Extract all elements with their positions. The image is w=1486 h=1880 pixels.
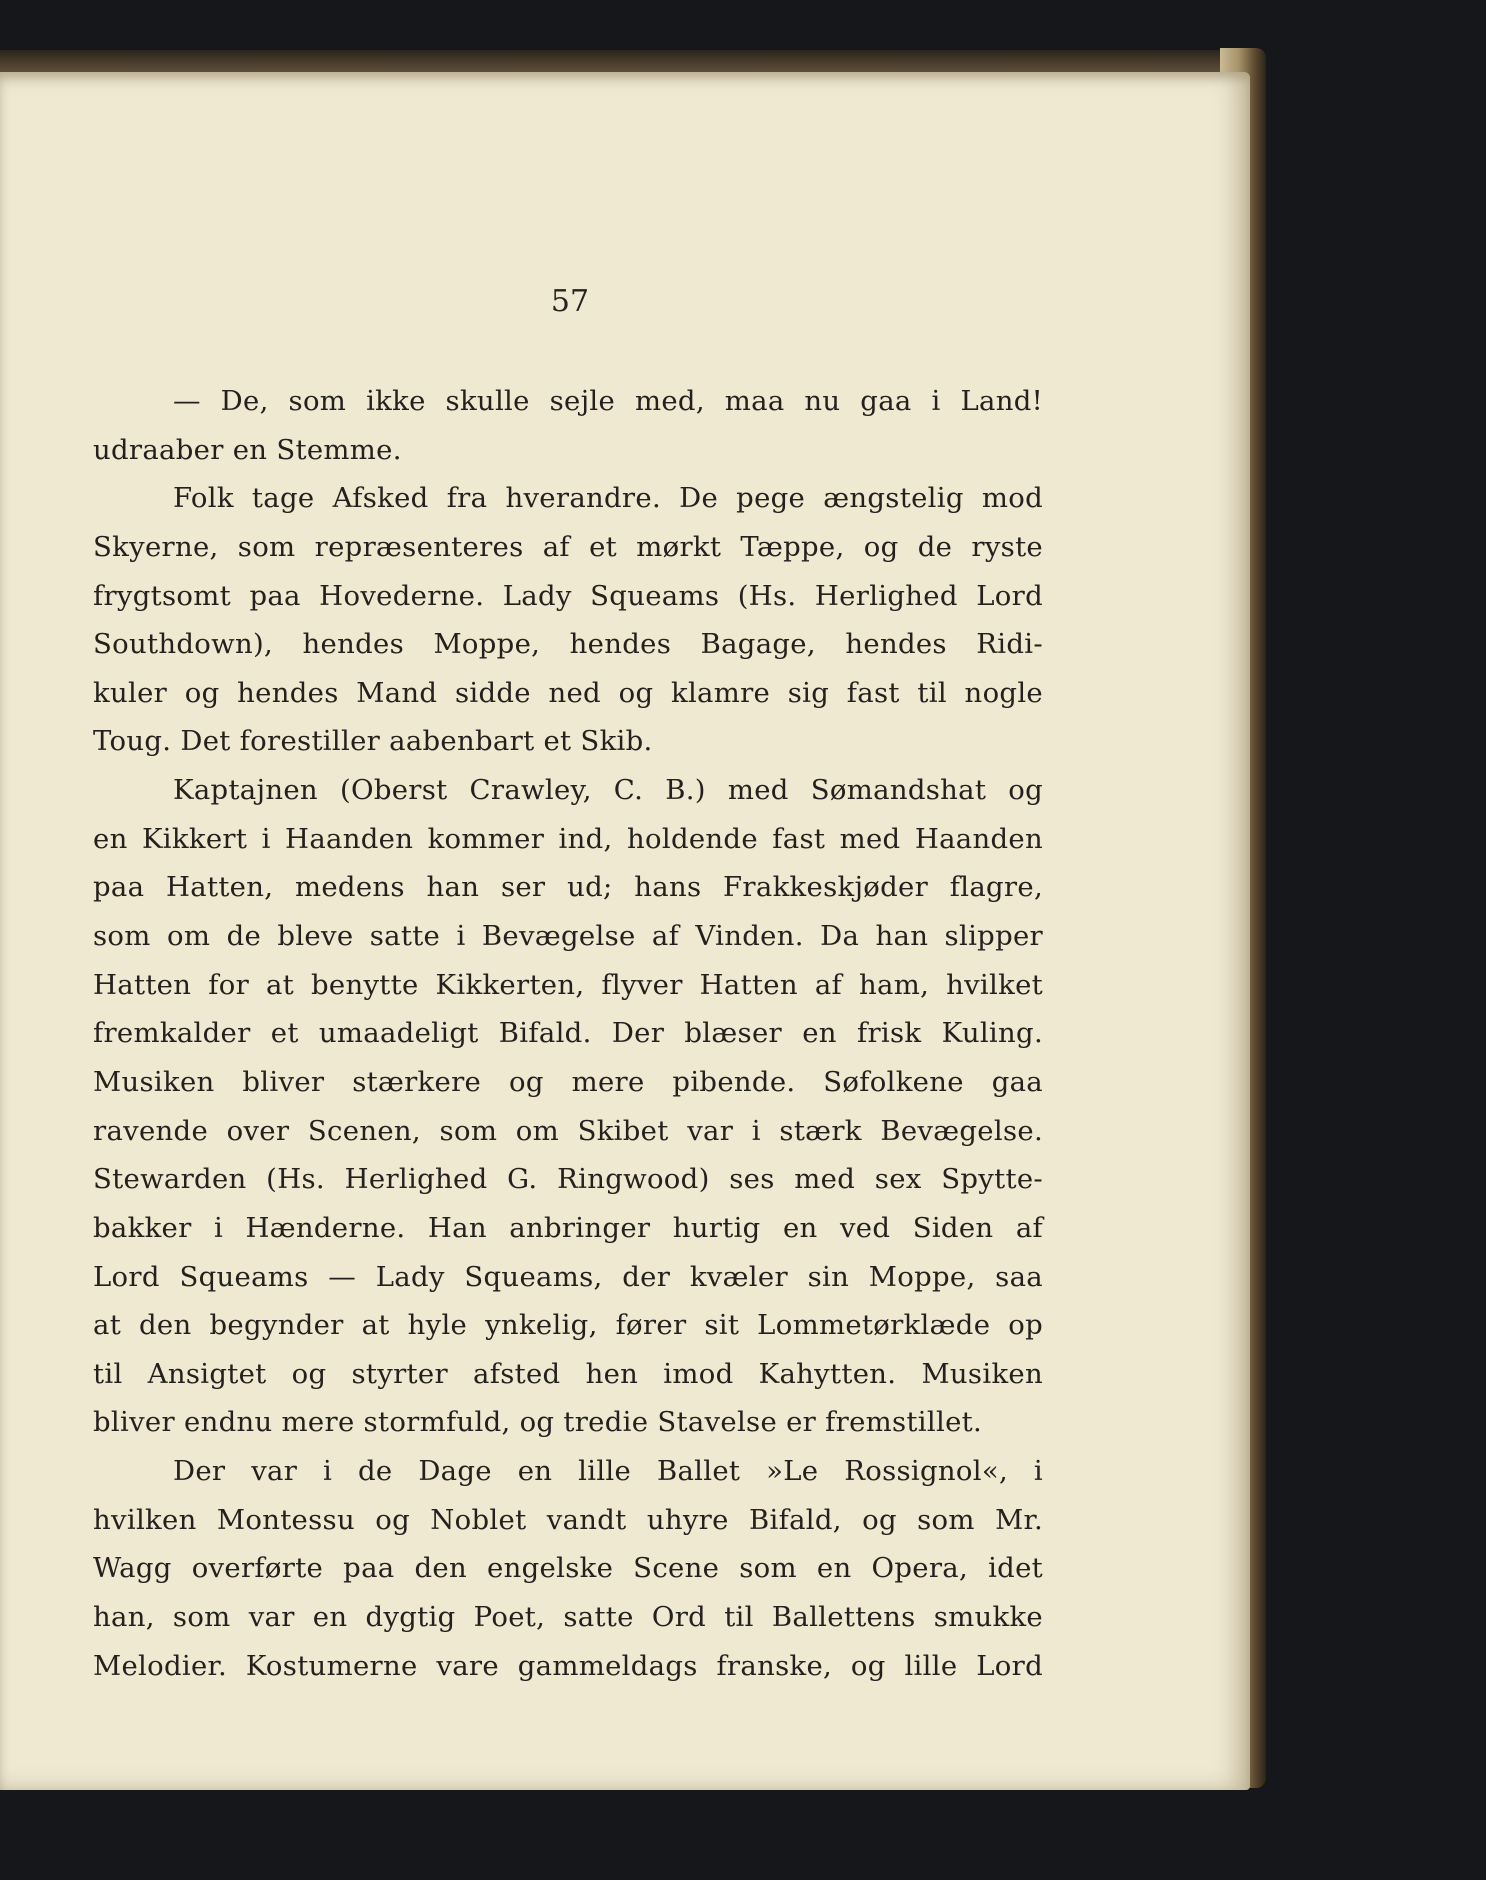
text-line: til Ansigtet og styrter afsted hen imod Kahytten. Musiken [93,1357,1043,1390]
text-line: at den begynder at hyle ynkelig, fører sit Lommetørklæde op [93,1309,1043,1342]
text-line: — De, som ikke skulle sejle med, maa nu gaa i Land! [173,385,1043,417]
page-number: 57 [550,284,590,319]
text-line: udraaber en Stemme. [93,433,402,466]
text-line: frygtsomt paa Hovederne. Lady Squeams (Hs. Herlighed Lord [93,579,1043,612]
text-line: Southdown), hendes Moppe, hendes Bagage, hendes Ridi- [93,628,1043,661]
body-text [93,377,1043,1690]
text-line: Toug. Det forestiller aabenbart et Skib. [93,725,653,758]
text-line: hvilken Montessu og Noblet vandt uhyre Bifald, og som Mr. [93,1503,1043,1536]
text-line: bakker i Hænderne. Han anbringer hurtig en ved Siden af [93,1211,1043,1244]
text-line: fremkalder et umaadeligt Bifald. Der blæser en frisk Kuling. [93,1017,1043,1050]
text-line: Skyerne, som repræsenteres af et mørkt Tæppe, og de ryste [93,530,1043,563]
text-line: Stewarden (Hs. Herlighed G. Ringwood) ses med sex Spytte- [93,1163,1043,1196]
text-line: Wagg overførte paa den engelske Scene som en Opera, idet [93,1552,1043,1585]
text-line: som om de bleve satte i Bevægelse af Vinden. Da han slipper [93,920,1043,953]
book-page [0,72,1250,1790]
text-line: Lord Squeams — Lady Squeams, der kvæler sin Moppe, saa [93,1260,1043,1293]
text-line: paa Hatten, medens han ser ud; hans Frakkeskjøder flagre, [93,871,1043,904]
text-line: Der var i de Dage en lille Ballet »Le Rossignol«, i [173,1455,1043,1488]
text-line: Musiken bliver stærkere og mere pibende. Søfolkene gaa [93,1065,1043,1098]
text-line: Hatten for at benytte Kikkerten, flyver Hatten af ham, hvilket [93,968,1043,1001]
text-line: Folk tage Afsked fra hverandre. De pege ængstelig mod [173,482,1043,515]
text-line: han, som var en dygtig Poet, satte Ord til Ballettens smukke [93,1601,1043,1634]
text-line: Melodier. Kostumerne vare gammeldags franske, og lille Lord [93,1649,1043,1682]
text-line: ravende over Scenen, som om Skibet var i stærk Bevægelse. [93,1114,1043,1147]
text-line: en Kikkert i Haanden kommer ind, holdende fast med Haanden [93,822,1043,855]
text-line: bliver endnu mere stormfuld, og tredie Stavelse er fremstillet. [93,1406,983,1439]
text-line: Kaptajnen (Oberst Crawley, C. B.) med Sømandshat og [173,774,1043,807]
text-line: kuler og hendes Mand sidde ned og klamre sig fast til nogle [93,676,1043,709]
